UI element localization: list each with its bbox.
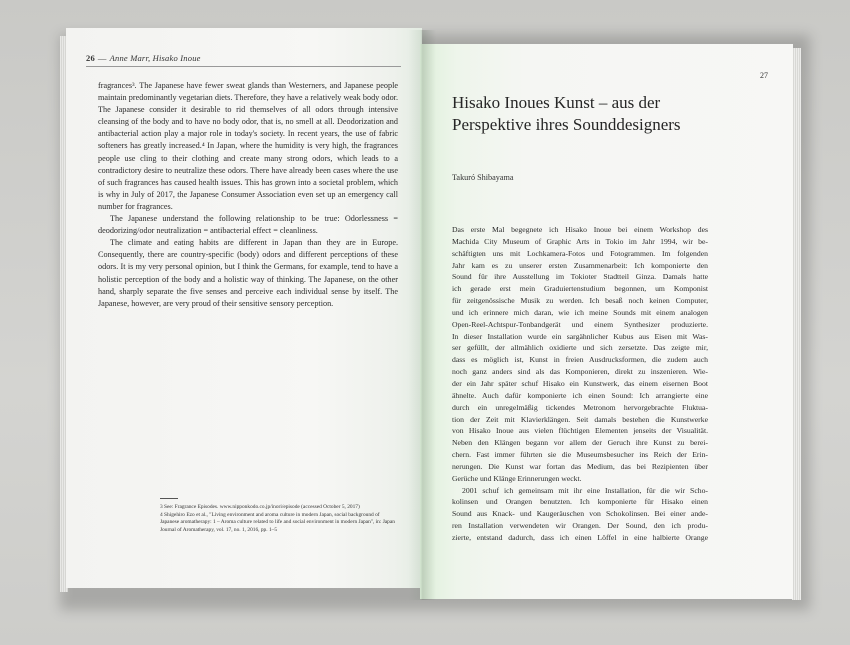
text-line: Das erste Mal begegnete ich Hisako Inoue bei einem Workshop des (452, 225, 708, 234)
text-line: kolinsen und Orangen benutzten. Ich komponierte für Hisako einen (452, 497, 708, 507)
right-body-text (452, 224, 708, 544)
text-line: schäftigten uns mit Lochkamera-Fotos und Fotogrammen. Im folgenden (452, 248, 708, 258)
running-head-authors: Anne Marr, Hisako Inoue (109, 53, 201, 63)
left-body-text (98, 80, 398, 310)
text-line: tion der Zeit mit Klavierklängen. Seit damals bestehen die Kunstwerke (452, 414, 708, 424)
footnote: 4 Shigehiro Ezo et al., "Living environment and aroma culture in modern Japan, social background of Japanese aromatherapy: 1 – Aroma culture related to life and social environment in modern Japan", in: Japan Journal of Aromatherapy, vol. 17, no. 1, 2016, pp. 1–5 (160, 511, 395, 533)
text-line: für zeitgenössische Musik zu werden. Ich besaß noch keinen Computer, (452, 296, 708, 306)
text-line: und ich erinnere mich daran, wie ich meine Sounds mit einem analogen (452, 307, 708, 317)
text-line: der ein Jahr später schuf Hisako ein Kunstwerk, das einem eisernen Boot (452, 378, 708, 388)
text-line: Gerüche und Klänge Erinnerungen weckt. (452, 473, 582, 483)
chapter-title-line: Hisako Inoues Kunst – aus der (452, 93, 661, 112)
text-line: von Hisako Inoue aus vielen flüchtigen Elementen jenseits der Visualität. (452, 426, 708, 436)
text-line: Neben den Klängen begann vor allem der Geruch ihre Kunst zu berei- (452, 438, 708, 448)
text-line: nerungen. Die Kunst war fortan das Medium, das bei Rezipienten über (452, 461, 708, 471)
text-line: ich gerade erst mein Graduiertenstudium begonnen, um Komponist (452, 284, 708, 294)
text-line: durch ein unregelmäßig tickendes Metronom hervorgebrachte Fluktua- (452, 402, 708, 412)
text-line: Sound für ihre Ausstellung im Tokioter Stadtteil Ginza. Damals hatte (452, 272, 708, 282)
text-line: Machida City Museum of Graphic Arts in Tokio im Jahr 1994, wir be- (452, 236, 708, 246)
text-line: noch ganz anders sind als das Komponieren, direkt zu inszenieren. Wie- (452, 367, 708, 377)
text-line: ähnelte. Auch dafür komponierte ich einen Sound: Ich arrangierte eine (452, 390, 708, 400)
running-head-separator: — (97, 53, 107, 63)
paragraph: The climate and eating habits are different in Japan than they are in Europe. Consequently, there are country-specific (body) odors and different perceptions of these odors. It is my very personal opinion, but I think the Germans, for example, tend to have a holistic perception of the body and a holistic way of thinking. The Japanese, on the other hand, sharply separate the five senses and perceive each individual sense by itself. The Japanese, however, are very proud of their sensitive sensory perception. (98, 238, 398, 308)
text-line: Open-Reel-Achtspur-Tonbandgerät und einem Synthesizer produzierte. (452, 319, 708, 329)
author-byline: Takuró Shibayama (452, 173, 514, 182)
chapter-title-line: Perspektive ihres Sounddesigners (452, 115, 681, 134)
book-gutter (408, 30, 436, 600)
page-stack-right-edge (792, 48, 801, 600)
footnote: 3 See: Fragrance Episodes. www.nipponkodo.co.jp/inori/episode (accessed October 5, 2017) (160, 504, 360, 510)
paragraph: The Japanese understand the following relationship to be true: Odorlessness = deodorizing/odor neutralization = antibacterial effect = cleanliness. (98, 214, 398, 236)
text-line: Jahr kam es zu unserer ersten Zusammenarbeit: Ich komponierte den (452, 260, 708, 270)
chapter-title (452, 92, 772, 136)
footnote-rule (160, 498, 178, 499)
text-line: zierte, entstand dadurch, dass ich einen Löffel in eine halbierte Orange (452, 532, 708, 542)
text-line: chern. Fast immer führten sie die Museumsbesucher ins Reich der Erin- (452, 450, 708, 460)
page-number-left: 26 (86, 53, 95, 63)
text-line: Sound aus Knack- und Kaugeräuschen von Schokolinsen. Bei einer ande- (452, 509, 708, 519)
text-line: 2001 schuf ich gemeinsam mit ihr eine Installation, für die wir Scho- (462, 485, 708, 495)
footnotes (160, 504, 400, 534)
text-line: In dieser Installation wurde ein sargähnlicher Kubus aus Eisen mit Was- (452, 331, 708, 341)
page-number-right: 27 (760, 71, 768, 80)
text-line: dass es möglich ist, Kunst in freien Ausdrucksformen, die zudem auch (452, 355, 708, 365)
text-line: ser gefüllt, der allmählich oxidierte und sich zersetzte. Das zeigte mir, (452, 343, 708, 353)
header-rule (86, 66, 401, 67)
text-line: ren Installation verwendeten wir Orangen. Der Sound, den ich produ- (452, 521, 708, 531)
running-head (86, 53, 201, 63)
paragraph: fragrances³. The Japanese have fewer sweat glands than Westerners, and Japanese people maintain predominantly vegetarian diets. Therefore, they have a relatively weak body odor. The Japanese consider it desirable to rid themselves of all odors through intensive cleansing of the body and to have no body odor, that is, no smell at all. Deodorization and antibacterial action play a major role in today's society. In recent years, the use of fabric softeners has greatly increased.⁴ In Japan, where the humidity is very high, the fragrances people use cling to their clothing and create many strong odors, which leads to a contradictory desire to neutralize these odors. There have already been cases where the use of such fragrances has caused health issues. This has grown into a societal problem, which is why in July of 2017, the Japanese Consumer Association even set up an emergency call number for fragrances. (98, 81, 398, 211)
